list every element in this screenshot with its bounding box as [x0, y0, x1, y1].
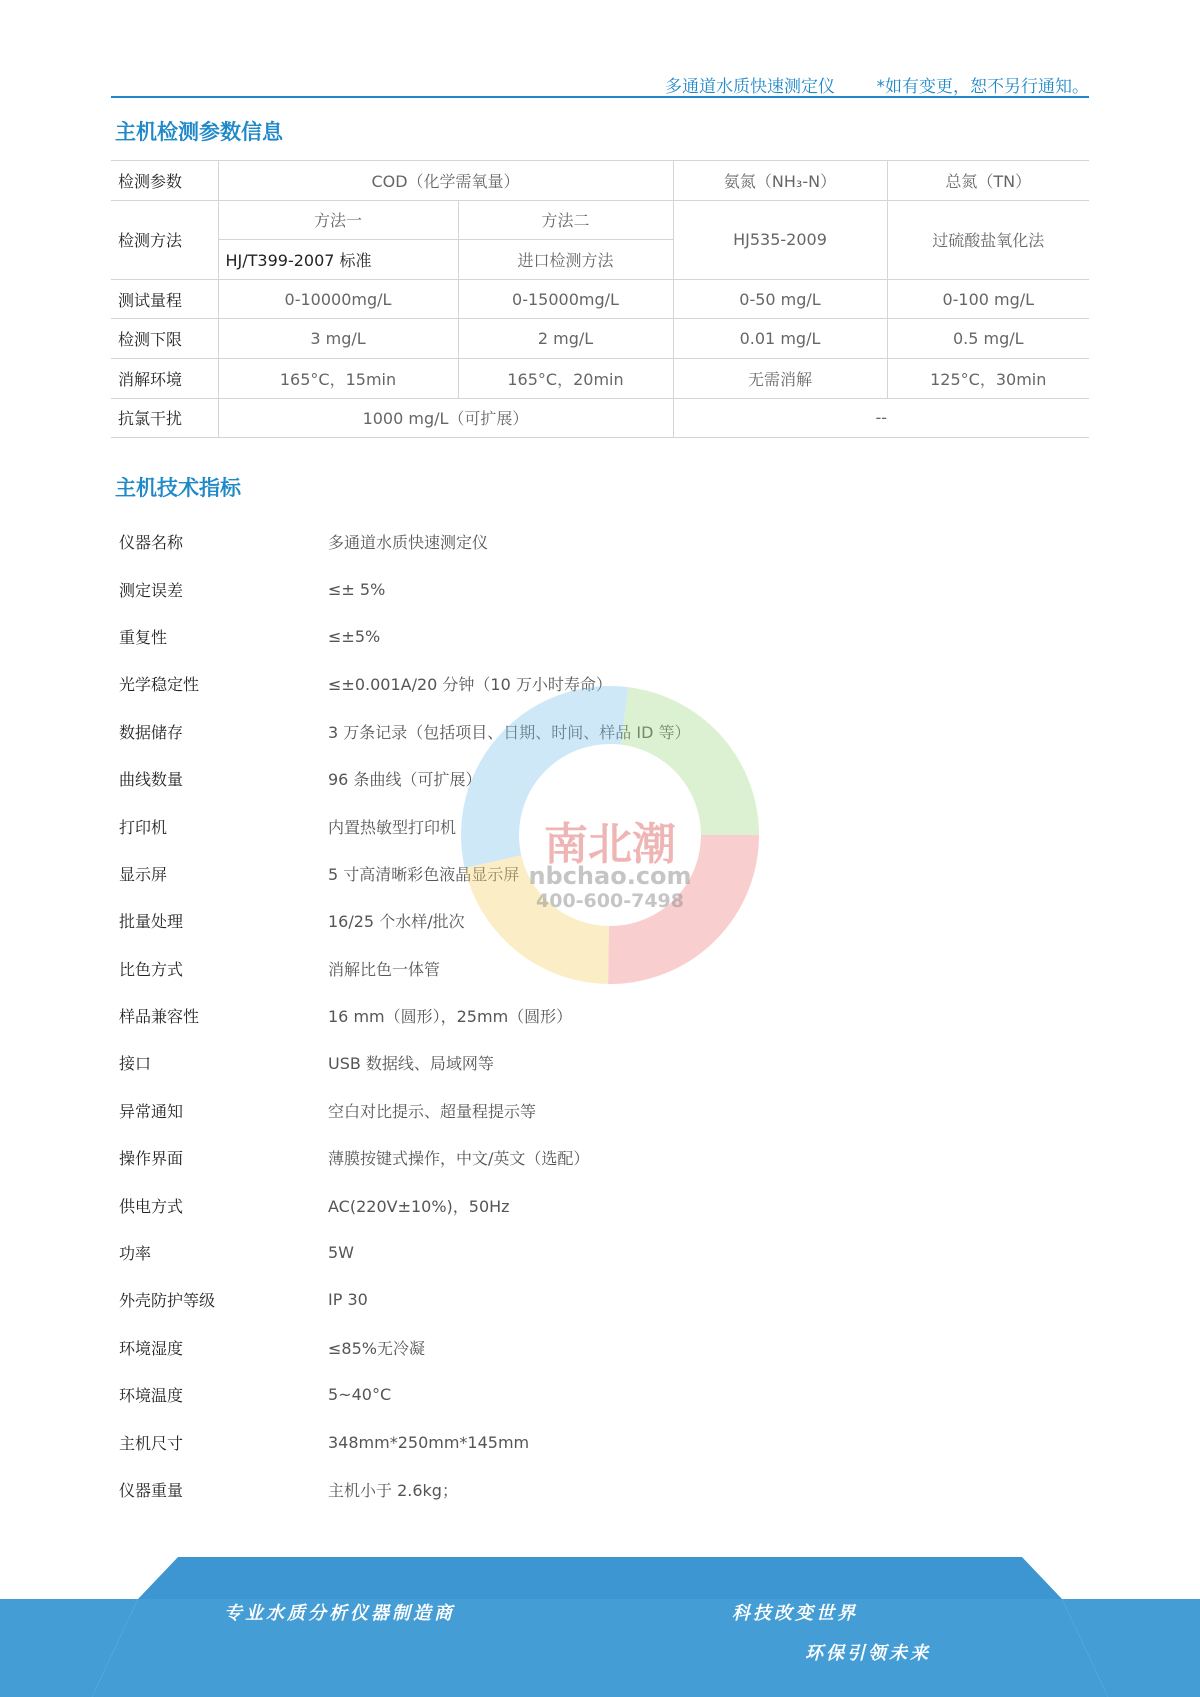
spec-value: 348mm*250mm*145mm — [328, 1432, 530, 1452]
row-label: 检测方法 — [111, 200, 218, 279]
table-cell: 无需消解 — [673, 358, 887, 398]
table-row — [111, 161, 1089, 201]
table-cell: 0.01 mg/L — [673, 319, 887, 359]
table-row — [111, 398, 1089, 438]
table-cell: 进口检测方法 — [458, 240, 673, 280]
table-row — [111, 319, 1089, 359]
watermark-phone: 400-600-7498 — [536, 890, 684, 912]
spec-value: 3 万条记录（包括项目、日期、时间、样品 ID 等） — [328, 722, 691, 742]
spec-label: 比色方式 — [119, 959, 184, 979]
header-product-name: 多通道水质快速测定仪 — [665, 77, 835, 97]
spec-label: 接口 — [119, 1054, 152, 1074]
row-label: 检测参数 — [111, 161, 218, 201]
table-cell: 0-100 mg/L — [887, 279, 1089, 319]
section-title-params: 主机检测参数信息 — [115, 120, 283, 144]
params-table — [111, 160, 1089, 438]
spec-value: 5W — [328, 1243, 354, 1263]
table-cell: 氨氮（NH₃-N） — [673, 161, 887, 201]
spec-label: 供电方式 — [119, 1196, 184, 1216]
spec-value: USB 数据线、局域网等 — [328, 1054, 494, 1074]
spec-row — [119, 1087, 1019, 1134]
spec-value: 空白对比提示、超量程提示等 — [328, 1101, 537, 1121]
footer-slogan-right-2: 环保引领未来 — [805, 1643, 931, 1664]
table-cell: HJ/T399-2007 标准 — [218, 240, 458, 280]
spec-label: 测定误差 — [119, 580, 184, 600]
spec-row — [119, 565, 1019, 612]
spec-row — [119, 945, 1019, 992]
spec-row — [119, 613, 1019, 660]
row-label: 测试量程 — [111, 279, 218, 319]
spec-value: ≤±5% — [328, 626, 381, 646]
spec-value: 主机小于 2.6kg； — [328, 1481, 458, 1500]
table-cell: -- — [673, 398, 1089, 438]
row-label: 消解环境 — [111, 358, 218, 398]
spec-value: AC(220V±10%)，50Hz — [328, 1196, 510, 1216]
spec-value: ≤85%无冷凝 — [328, 1338, 425, 1358]
spec-label: 仪器重量 — [119, 1481, 184, 1500]
spec-row — [119, 755, 1019, 802]
row-label: 检测下限 — [111, 319, 218, 359]
spec-row — [119, 1466, 1019, 1513]
watermark-site: nbchao.com — [528, 862, 692, 890]
header-notice: *如有变更，恕不另行通知。 — [876, 77, 1089, 97]
spec-label: 仪器名称 — [119, 533, 184, 553]
table-cell: 0-15000mg/L — [458, 279, 673, 319]
spec-label: 重复性 — [119, 627, 168, 647]
spec-label: 环境温度 — [119, 1386, 184, 1406]
table-cell: 2 mg/L — [458, 319, 673, 359]
spec-row — [119, 1324, 1019, 1371]
spec-value: ≤±0.001A/20 分钟（10 万小时寿命） — [328, 675, 612, 695]
spec-value: 薄膜按键式操作，中文/英文（选配） — [328, 1149, 590, 1169]
spec-label: 数据储存 — [119, 722, 184, 742]
table-cell: 0-10000mg/L — [218, 279, 458, 319]
spec-row — [119, 1371, 1019, 1418]
table-row — [111, 279, 1089, 319]
spec-value: IP 30 — [328, 1290, 368, 1310]
table-row — [111, 358, 1089, 398]
spec-value: 多通道水质快速测定仪 — [328, 533, 489, 553]
section-title-specs: 主机技术指标 — [115, 476, 241, 500]
specs-list — [119, 518, 1019, 1513]
spec-label: 环境湿度 — [119, 1338, 184, 1358]
table-cell: 165°C，15min — [218, 358, 458, 398]
table-cell: 125°C，30min — [887, 358, 1089, 398]
table-cell: 165°C，20min — [458, 358, 673, 398]
spec-value: 16 mm（圆形），25mm（圆形） — [328, 1007, 573, 1027]
spec-value: 5~40°C — [328, 1385, 392, 1405]
spec-label: 主机尺寸 — [119, 1433, 184, 1453]
spec-row — [119, 1134, 1019, 1181]
spec-row — [119, 1181, 1019, 1228]
spec-label: 批量处理 — [119, 912, 184, 932]
footer-shape-icon — [0, 1557, 1200, 1697]
row-label: 抗氯干扰 — [111, 398, 218, 438]
table-cell: 总氮（TN） — [887, 161, 1089, 201]
spec-row — [119, 708, 1019, 755]
spec-row — [119, 992, 1019, 1039]
watermark-name: 南北潮 — [544, 819, 676, 870]
table-cell: COD（化学需氧量） — [218, 161, 673, 201]
spec-label: 曲线数量 — [119, 770, 184, 790]
spec-label: 异常通知 — [119, 1101, 184, 1121]
table-cell: 0-50 mg/L — [673, 279, 887, 319]
spec-row — [119, 802, 1019, 849]
spec-row — [119, 850, 1019, 897]
footer-banner — [0, 1557, 1200, 1697]
spec-value: 5 寸高清晰彩色液晶显示屏 — [328, 864, 520, 884]
table-cell: 1000 mg/L（可扩展） — [218, 398, 673, 438]
spec-label: 显示屏 — [119, 864, 168, 884]
table-row — [111, 200, 1089, 240]
spec-value: 96 条曲线（可扩展） — [328, 770, 482, 790]
table-cell: HJ535-2009 — [673, 200, 887, 279]
spec-row — [119, 1229, 1019, 1276]
spec-label: 打印机 — [119, 817, 168, 837]
table-cell: 3 mg/L — [218, 319, 458, 359]
table-cell: 方法一 — [218, 200, 458, 240]
spec-value: 消解比色一体管 — [328, 959, 441, 979]
spec-row — [119, 1276, 1019, 1323]
spec-label: 光学稳定性 — [119, 675, 200, 695]
spec-row — [119, 897, 1019, 944]
spec-row — [119, 1418, 1019, 1465]
table-cell: 过硫酸盐氧化法 — [887, 200, 1089, 279]
spec-label: 操作界面 — [119, 1149, 184, 1169]
spec-label: 外壳防护等级 — [119, 1291, 216, 1311]
footer-slogan-right-1: 科技改变世界 — [732, 1603, 858, 1624]
table-cell: 方法二 — [458, 200, 673, 240]
spec-value: 16/25 个水样/批次 — [328, 912, 465, 932]
table-cell: 0.5 mg/L — [887, 319, 1089, 359]
page-header — [111, 68, 1089, 98]
footer-slogan-left: 专业水质分析仪器制造商 — [224, 1603, 455, 1624]
spec-row — [119, 518, 1019, 565]
spec-row — [119, 660, 1019, 707]
spec-label: 样品兼容性 — [119, 1007, 200, 1027]
spec-value: 内置热敏型打印机 — [328, 817, 457, 837]
spec-value: ≤± 5% — [328, 579, 386, 599]
spec-row — [119, 1039, 1019, 1086]
spec-label: 功率 — [119, 1244, 152, 1264]
